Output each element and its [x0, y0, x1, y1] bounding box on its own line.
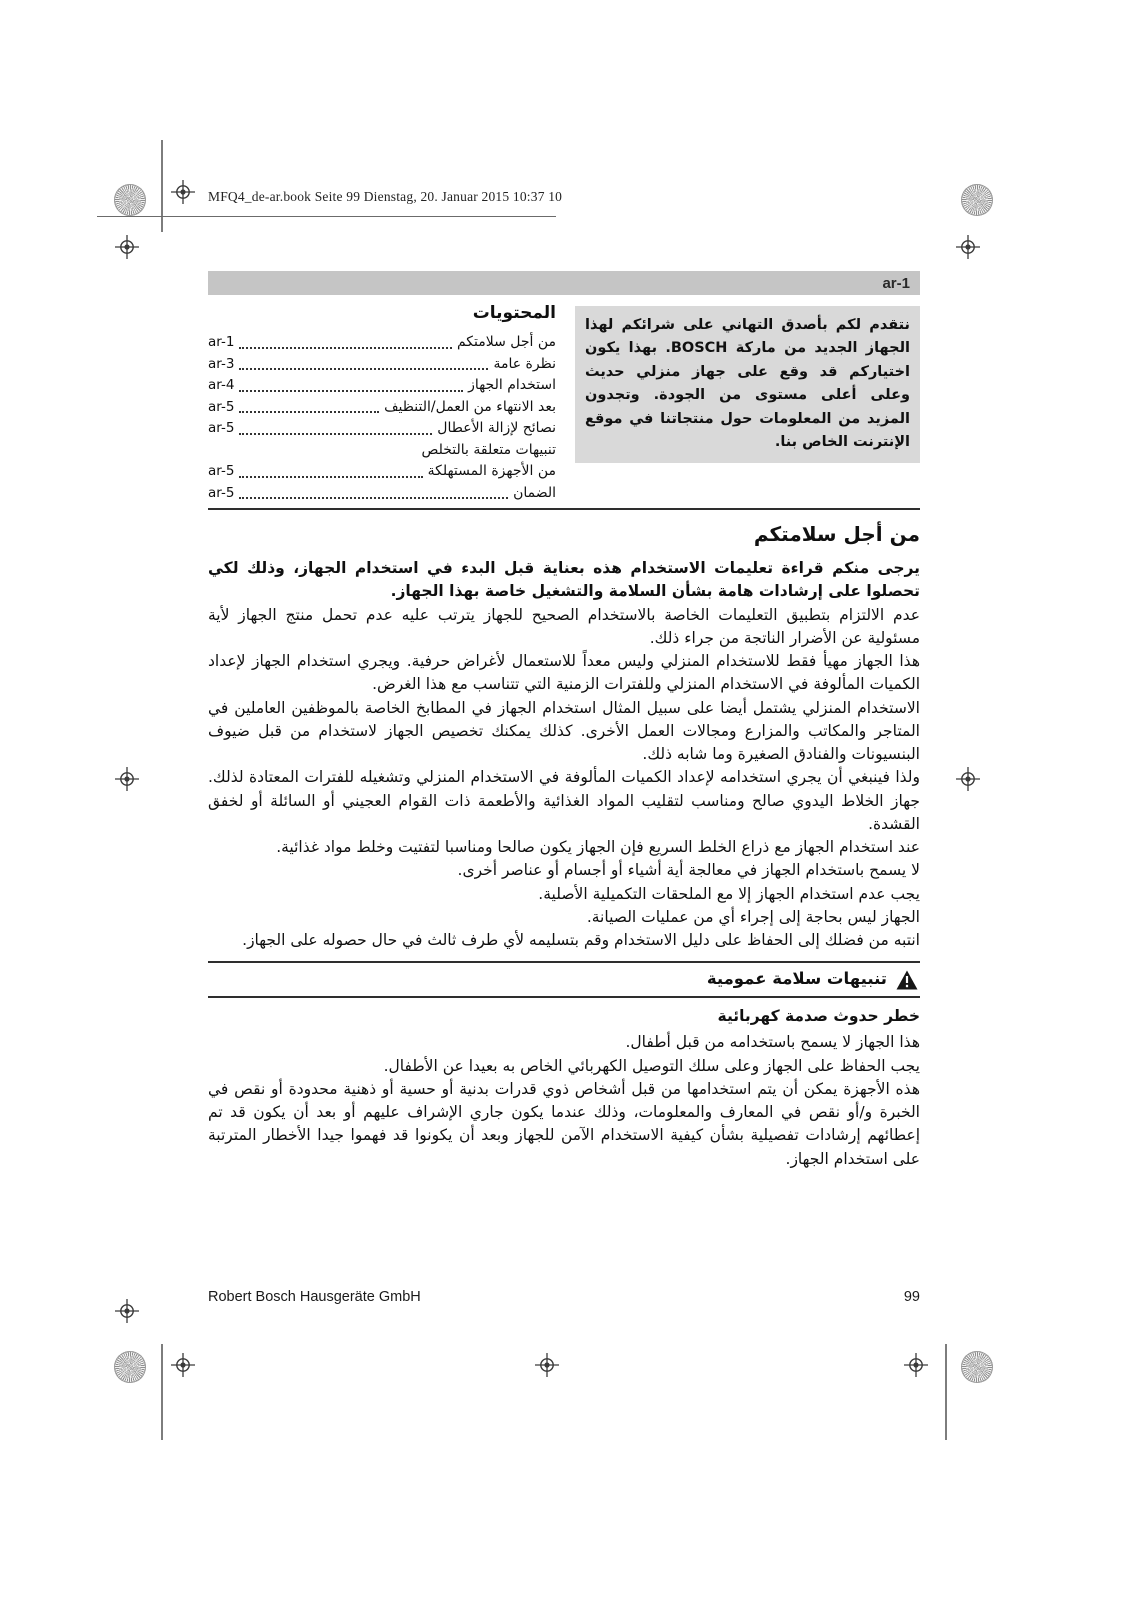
general-safety-title: تنبيهات سلامة عمومية	[706, 969, 887, 989]
body-paragraph: ولذا فينبغي أن يجري استخدامه لإعداد الكميات المألوفة في الاستخدام المنزلي وتشغيله للفترات المعتادة لذلك. جهاز الخلاط اليدوي صالح ومناسب لتقليب المواد الغذائية والأطعمة ذات القوام العجيني أو السائلة أو لخفق القشدة.	[208, 768, 920, 833]
toc-entry	[208, 483, 556, 505]
footer-company: Robert Bosch Hausgeräte GmbH	[208, 1289, 421, 1305]
toc-entry-label: نصائح لإزالة الأعطال	[437, 420, 556, 436]
header-rule	[97, 216, 556, 217]
body-paragraph: الجهاز ليس بحاجة إلى إجراء أي من عمليات الصيانة.	[586, 907, 920, 926]
toc-entry-page: ar-5	[208, 398, 235, 415]
body-paragraph: لا يسمح باستخدام الجهاز في معالجة أية أشياء أو أجسام أو عناصر أخرى.	[457, 861, 920, 880]
toc-entry-page: ar-3	[208, 355, 235, 372]
crop-line	[945, 1344, 947, 1440]
body-paragraph: انتبه من فضلك إلى الحفاظ على دليل الاستخدام وقم بتسليمه لأي طرف ثالث في حال حصوله على الجهاز.	[242, 931, 920, 949]
toc-leader-dots	[239, 390, 463, 392]
registration-mark	[904, 1353, 928, 1381]
crop-line	[161, 1344, 163, 1440]
toc-entry	[208, 332, 556, 354]
toc-entry-page: ar-5	[208, 420, 235, 436]
body-paragraph: عدم الالتزام بتطبيق التعليمات الخاصة بالاستخدام الصحيح للجهاز يترتب عليه عدم تحمل منتج الجهاز لأية مسئولية عن الأضرار الناتجة من جراء ذلك.	[208, 605, 920, 647]
page-label: ar-1	[882, 274, 910, 292]
starburst-print-mark	[961, 1351, 993, 1383]
registration-mark	[115, 1299, 139, 1327]
document-header: MFQ4_de-ar.book Seite 99 Dienstag, 20. Januar 2015 10:37 10	[208, 189, 563, 204]
toc-entry	[208, 354, 556, 376]
body-paragraph: يجب الحفاظ على الجهاز وعلى سلك التوصيل الكهربائي الخاص به بعيدا عن الأطفال.	[383, 1056, 920, 1075]
toc-leader-dots	[239, 497, 508, 499]
toc-title: المحتويات	[472, 303, 556, 323]
toc-entry-page: ar-5	[208, 484, 235, 501]
registration-mark	[115, 767, 139, 795]
footer-page-number: 99	[903, 1289, 920, 1305]
table-of-contents	[208, 303, 556, 504]
body-paragraph: هذه الأجهزة يمكن أن يتم استخدامها من قبل أشخاص ذوي قدرات بدنية أو حسية أو ذهنية محدودة أو نقص في الخبرة و/أو نقص في المعارف والمعلومات، وذلك عندما يكون جاري الإشراف عليهم أو بعد أن يكون قد تم إعطائهم إرشادات تفصيلية بشأن كيفية الاستخدام الآمن للجهاز وبعد أن يكونوا قد فهموا جيدا الأخطار المترتبة على استخدام الجهاز.	[208, 1079, 920, 1168]
registration-mark	[956, 235, 980, 263]
registration-mark	[171, 180, 195, 208]
toc-entry-label: بعد الانتهاء من العمل/التنظيف	[384, 398, 556, 415]
body-paragraph: هذا الجهاز لا يسمح باستخدامه من قبل أطفال.	[625, 1033, 920, 1052]
main-content	[208, 519, 920, 1171]
body-paragraph: الاستخدام المنزلي يشتمل أيضا على سبيل المثال استخدام الجهاز في المطابخ الخاصة بالموظفين العاملين في المتاجر والمكاتب والمزارع ومجالات العمل الأخرى. كذلك يمكنك تخصيص الجهاز لاستخدام من قبل ضيوف البنسيونات والفنادق الصغيرة وما شابه ذلك.	[208, 698, 920, 763]
toc-entry-label: من أجل سلامتكم	[456, 334, 556, 350]
toc-entry-label: تنبيهات متعلقة بالتخلص	[421, 441, 556, 458]
toc-entry-label: نظرة عامة	[493, 355, 556, 372]
toc-leader-dots	[239, 347, 452, 349]
page-footer	[208, 1289, 920, 1305]
toc-leader-dots	[239, 433, 432, 435]
toc-entry	[208, 418, 556, 440]
body-paragraph: يجب عدم استخدام الجهاز إلا مع الملحقات التكميلية الأصلية.	[538, 884, 920, 903]
toc-leader-dots	[239, 368, 488, 370]
toc-leader-dots	[239, 476, 422, 478]
toc-leader-dots	[239, 411, 379, 413]
toc-entry	[208, 375, 556, 397]
body-paragraph: عند استخدام الجهاز مع ذراع الخلط السريع فإن الجهاز يكون صالحا ومناسبا لتفتيت وخلط مواد غذائية.	[276, 838, 920, 856]
welcome-text: نتقدم لكم بأصدق التهاني على شرائكم لهذا الجهاز الجديد من ماركة BOSCH. بهذا يكون اختياركم قد وقع على جهاز منزلي حديث وعلى أعلى مستوى من الجودة. وتجدون المزيد من المعلومات حول منتجاتنا في موقع الإنترنت الخاص بنا.	[585, 317, 910, 451]
registration-mark	[535, 1353, 559, 1381]
registration-mark	[956, 767, 980, 795]
welcome-box	[575, 306, 920, 463]
toc-entry-label: الضمان	[513, 484, 556, 501]
warning-icon	[896, 970, 918, 990]
crop-line	[161, 140, 163, 232]
toc-entry-label: استخدام الجهاز	[468, 377, 556, 393]
starburst-print-mark	[114, 184, 146, 216]
toc-entry-page: ar-5	[208, 463, 235, 479]
safety-section-title: من أجل سلامتكم	[753, 522, 920, 546]
safety-intro-paragraph: يرجى منكم قراءة تعليمات الاستخدام هذه بعناية قبل البدء في استخدام الجهاز، وذلك لكي تحصلوا على إرشادات هامة بشأن السلامة والتشغيل خاصة بهذا الجهاز.	[208, 559, 920, 601]
toc-entry-page: ar-1	[208, 334, 235, 350]
body-paragraph: هذا الجهاز مهيأ فقط للاستخدام المنزلي وليس معداً للاستعمال لأغراض حرفية. ويجري استخدام الجهاز لإعداد الكميات المألوفة في الاستخدام المنزلي وللفترات الزمنية التي تتناسب مع هذا الغرض.	[208, 652, 920, 694]
toc-entry	[208, 440, 556, 462]
section-divider	[208, 508, 920, 510]
electric-shock-subheading: خطر حدوث صدمة كهربائية	[717, 1007, 920, 1025]
page-label-bar	[208, 271, 920, 295]
toc-entry-label: من الأجهزة المستهلكة	[427, 463, 556, 479]
toc-entry-page: ar-4	[208, 377, 235, 393]
registration-mark	[115, 235, 139, 263]
toc-entry	[208, 397, 556, 419]
general-safety-heading	[208, 961, 920, 998]
starburst-print-mark	[114, 1351, 146, 1383]
registration-mark	[171, 1353, 195, 1381]
starburst-print-mark	[961, 184, 993, 216]
toc-entry	[208, 461, 556, 483]
